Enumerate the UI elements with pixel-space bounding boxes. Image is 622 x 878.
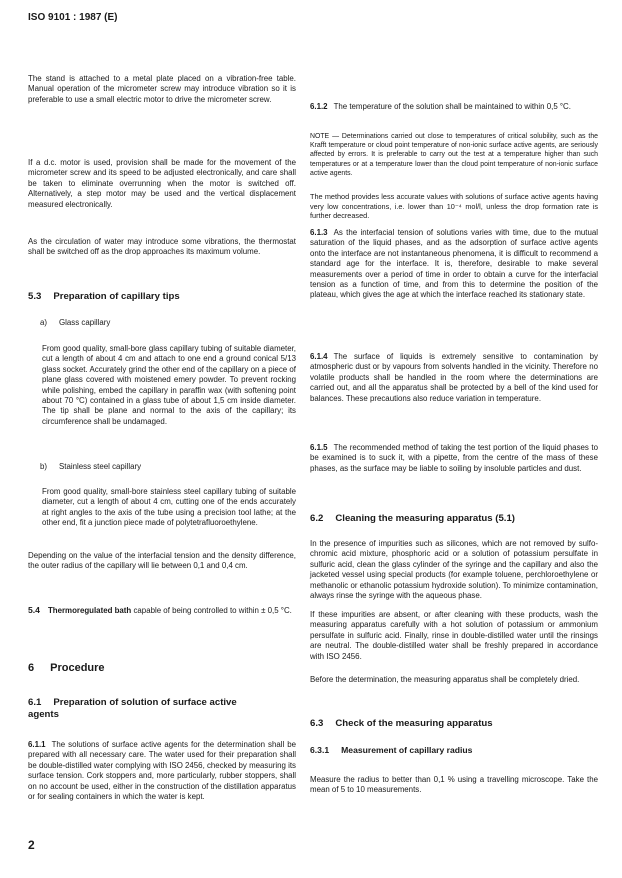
section-number: 6.1.4 — [310, 352, 328, 361]
list-title: Glass capillary — [59, 318, 111, 327]
paragraph-dc-motor: If a d.c. motor is used, provision shall be made for the movement of the micrometer screw and its speed to be adjusted electronically, and care shall be taken to eliminate overrunning when the motor is switched off. Alternatively, a step motor may be used and the vertical displacement measured electronically. — [28, 158, 296, 209]
section-text: As the interfacial tension of solutions varies with time, due to the mutual saturation of the liquid phases, and as the adsorption of surface active agents onto the interface are not instantaneous phenomena, it is difficult to recommend a standard age for the interface. It is, therefore, desirable to make several measurements over a period of time in order to obtain a curve for the interfacial tension as a function of time, and from this to determine the position of the plateau, which gives the age at which the interface reached its stationary state. — [310, 228, 598, 300]
section-title: Cleaning the measuring apparatus (5.1) — [335, 513, 516, 524]
section-text: The temperature of the solution shall be maintained to within 0,5 °C. — [333, 102, 571, 111]
section-number: 5.4 — [28, 605, 40, 615]
paragraph-glass-capillary: From good quality, small-bore glass capillary tubing of suitable diameter, cut a length of about 4 cm and attach to one end a ground conical 5/13 glass socket. Accurately grind the other end of the capillary on a piece of plane glass covered with moistened emery powder. To prevent rocking while polishing, embed the capillary in paraffin wax (with softening point about 70 °C) contained in a glass tube of about 1,5 cm inside diameter. The tip shall be plane and normal to the axis of the capillary; its circumference shall be undamaged. — [42, 344, 296, 426]
heading-5-3 — [28, 291, 296, 303]
note: NOTE — Determinations carried out close to temperatures of critical solubility, such as the Krafft temperature or cloud point temperature of non-ionic surface active agents, are seriously affected by errors. It is preferable to carry out the test at a temperature higher than such temperatures or at a temperature lower than the cloud point temperature of non-ionic surface active agents. — [310, 133, 598, 177]
section-number: 6 — [28, 662, 35, 674]
paragraph-before: Before the determination, the measuring apparatus shall be completely dried. — [310, 675, 580, 684]
section-6-1-1 — [28, 740, 296, 802]
paragraph-circulation: As the circulation of water may introduce some vibrations, the thermostat shall be switched off as the drop approaches its maximum volume. — [28, 237, 296, 257]
section-number: 5.3 — [28, 291, 42, 302]
paragraph-measure: Measure the radius to better than 0,1 % using a travelling microscope. Take the mean of 5 to 10 measurements. — [310, 775, 598, 795]
section-title: Preparation of capillary tips — [53, 291, 180, 302]
section-number: 6.1 — [28, 697, 42, 708]
section-title: Measurement of capillary radius — [341, 745, 473, 755]
heading-6-3-1 — [310, 745, 598, 756]
section-number: 6.1.1 — [28, 740, 46, 749]
list-label: b) — [40, 462, 48, 471]
section-number: 6.1.2 — [310, 102, 328, 111]
paragraph-depending: Depending on the value of the interfacial tension and the density difference, the outer radius of the capillary will lie between 0,1 and 0,4 cm. — [28, 551, 296, 571]
paragraph-stand: The stand is attached to a metal plate placed on a vibration-free table. Manual operation of the micrometer screw may introduce vibration so it is preferable to use a small electric motor to drive the micrometer screw. — [28, 74, 296, 104]
section-5-4 — [28, 605, 296, 616]
section-6-1-4 — [310, 352, 598, 404]
section-6-1-3 — [310, 228, 598, 301]
list-item-b — [40, 462, 308, 472]
section-text: The solutions of surface active agents for the determination shall be prepared with all necessary care. The water used for their preparation shall be double-distilled water complying with ISO 2456, checked by measuring its surface tension. Cork stoppers and, more particularly, rubber stoppers, shall on no account be used, either in the construction of the distillation apparatus or for sealing containers in which the water is kept. — [28, 740, 296, 802]
section-6-1-5 — [310, 443, 598, 474]
section-title: Check of the measuring apparatus — [335, 718, 493, 729]
paragraph-absent: If these impurities are absent, or after cleaning with these products, wash the measuring apparatus carefully with a hot solution of potassium or ammonium persulfate in sulfuric acid. Finally, rinse in double-distilled water until the rinsings are neutral. The double-distilled water shall be freshly prepared in accordance with ISO 2456. — [310, 610, 598, 661]
list-item-a — [40, 318, 308, 328]
document-header: ISO 9101 : 1987 (E) — [28, 12, 118, 23]
heading-6 — [28, 662, 296, 675]
page-number: 2 — [28, 838, 35, 852]
section-title: Procedure — [50, 662, 105, 674]
paragraph-method: The method provides less accurate values with solutions of surface active agents having very low concentrations, i.e. lower than 10⁻⁴ mol/l, unless the drop formation rate is further decreased. — [310, 192, 598, 221]
section-text: capable of being controlled to within ± 0,5 °C. — [133, 606, 292, 615]
paragraph-presence: In the presence of impurities such as silicones, which are not removed by sulfo-chromic acid mixture, phosphoric acid or a solution of potassium persulfate in sulfuric acid, clean the glass cylinder of the syringe and the capillary and also the jacketed vessel using special products (for example toluene, perchloroethylene or methanolic or ethanolic potassium hydroxide solution). To minimize contamination, always rinse the syringe with the aqueous phase. — [310, 539, 598, 601]
section-text: The recommended method of taking the test portion of the liquid phases to be examined is to suck it, with a pipette, from the centre of the mass of these phases, as the surface may be liable to soiling by insoluble particles and dust. — [310, 443, 598, 473]
section-number: 6.1.5 — [310, 443, 328, 452]
section-number: 6.1.3 — [310, 228, 328, 237]
heading-6-1 — [28, 697, 248, 721]
section-number: 6.2 — [310, 513, 324, 524]
paragraph-steel-capillary: From good quality, small-bore stainless steel capillary tubing of suitable diameter, cut a length of about 4 cm, cutting one of the ends accurately at right angles to the axis of the tube using a precision tool lathe; at the other end, fit a junction piece made of polytetrafluoroethylene. — [42, 487, 296, 528]
heading-6-2 — [310, 513, 598, 525]
section-number: 6.3.1 — [310, 745, 330, 755]
section-title: Preparation of solution of surface active agents — [28, 697, 237, 720]
heading-6-3 — [310, 718, 598, 730]
section-title: Thermoregulated bath — [47, 606, 132, 615]
list-label: a) — [40, 318, 48, 327]
section-number: 6.3 — [310, 718, 324, 729]
section-6-1-2 — [310, 102, 598, 112]
list-title: Stainless steel capillary — [59, 462, 142, 471]
section-text: The surface of liquids is extremely sensitive to contamination by atmospheric dust or by vapours from solvents handled in the vicinity. Therefore no volatile products shall be handled in the room where the determinations are carried out, and all the apparatus shall be protected by a bell of the kind used for balances. These precautions also reduce variation in temperature. — [310, 352, 598, 403]
